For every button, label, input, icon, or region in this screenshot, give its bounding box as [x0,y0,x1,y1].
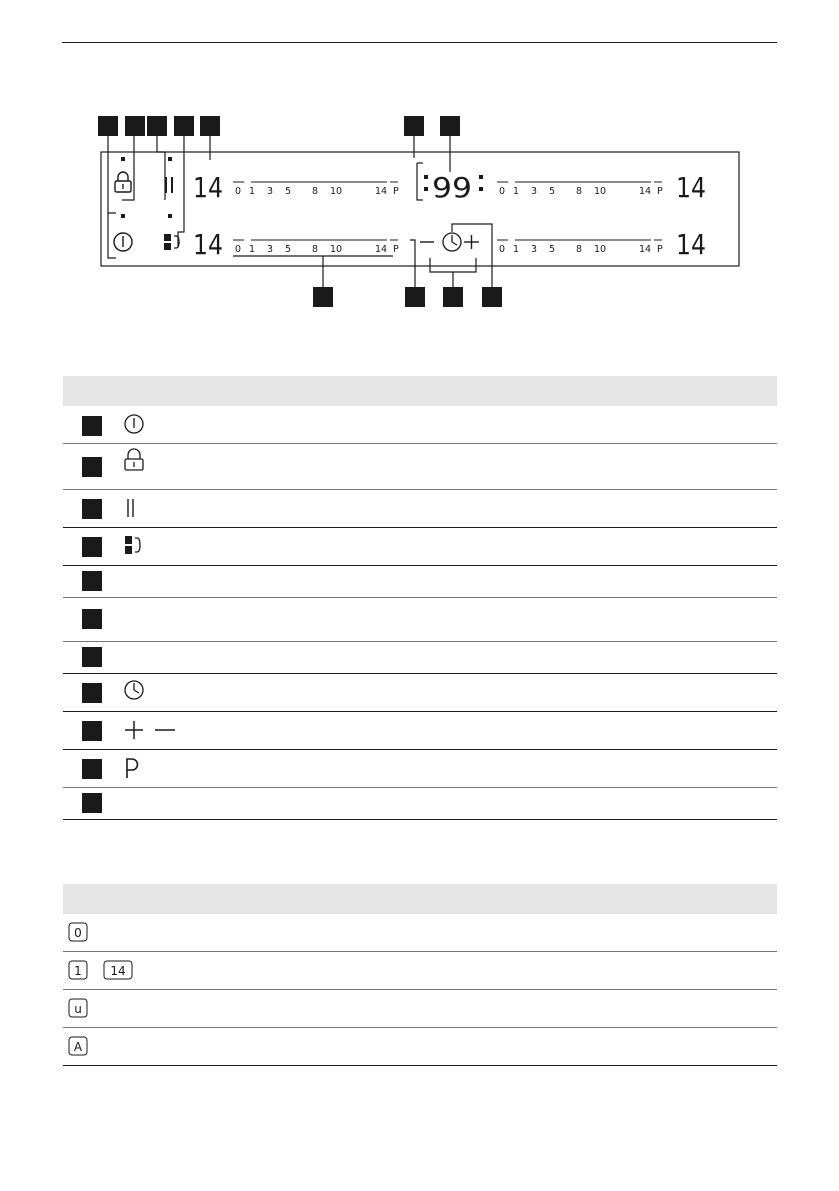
power-icon [123,413,147,437]
display-symbol-label: 14 [110,964,126,978]
slider-left-bottom[interactable] [233,240,399,255]
slider-scale-label: 1 [513,186,520,197]
table-row [63,914,777,952]
callout-markers-bottom [313,287,502,307]
display-symbol-a [68,1036,90,1058]
slider-scale-label: P [393,244,399,255]
control-table [63,376,777,820]
control-panel-diagram [0,0,839,320]
callout-marker [82,537,102,557]
table-row [63,406,777,444]
slider-scale-label: 14 [375,186,388,197]
slider-scale-label: 10 [594,186,607,197]
indicator-dots [121,157,172,218]
display-symbol-u [68,998,90,1020]
table-header [63,376,777,406]
callout-marker [404,116,424,136]
table-row [63,490,777,528]
slider-right-top[interactable] [497,182,663,197]
timer-icon [123,679,147,703]
table-row [63,598,777,642]
slider-scale-label: P [657,186,663,197]
display-symbol-label: 0 [74,926,82,940]
plus-icon[interactable] [464,235,479,249]
table-row [63,566,777,598]
display-symbol-label: A [73,1040,83,1054]
slider-scale-label: 8 [576,186,583,197]
slider-scale-label: 1 [249,244,256,255]
slider-scale-label: 8 [312,244,319,255]
slider-scale-label: 10 [330,244,343,255]
callout-marker [98,116,118,136]
callout-marker [82,647,102,667]
callout-marker [405,287,425,307]
table-row [63,444,777,490]
lock-icon[interactable] [115,172,131,192]
slider-scale-label: P [393,186,399,197]
table-row [63,990,777,1028]
table-row [63,952,777,990]
table-header [63,884,777,914]
slider-scale-label: P [657,244,663,255]
slider-scale-label: 5 [285,186,292,197]
callout-marker [482,287,502,307]
callout-marker [82,609,102,629]
slider-scale-label: 8 [312,186,319,197]
callout-marker [440,116,460,136]
boost-p-icon [123,756,141,780]
plus-icon [123,719,145,741]
display-symbol-label: 1 [74,964,82,978]
slider-scale-label: 0 [499,244,506,255]
pause-icon [123,496,139,520]
lock-icon [123,448,147,474]
callout-marker [125,116,145,136]
slider-scale-label: 14 [639,186,652,197]
slider-scale-label: 5 [549,186,556,197]
callout-marker [82,457,102,477]
table-row [63,1028,777,1066]
slider-scale-label: 5 [285,244,292,255]
callout-marker [313,287,333,307]
timer-digits: 99 [432,171,472,204]
callout-marker [200,116,220,136]
display-symbol-14 [103,960,135,982]
slider-scale-label: 3 [267,186,274,197]
timer-display [424,171,483,204]
slider-scale-label: 1 [513,244,520,255]
callout-marker [443,287,463,307]
callout-marker [82,499,102,519]
slider-scale-label: 1 [249,186,256,197]
slider-scale-label: 14 [639,244,652,255]
callout-marker [82,683,102,703]
timer-icon[interactable] [443,233,461,251]
leader-lines [108,136,492,287]
display-table [63,884,777,1066]
slider-scale-label: 3 [531,244,538,255]
table-row [63,788,777,820]
slider-scale-label: 0 [235,186,242,197]
heat-display-left-bottom: 14 [193,228,223,261]
callout-markers-top [98,116,460,136]
minus-icon [153,719,177,741]
callout-marker [82,721,102,741]
slider-scale-label: 0 [235,244,242,255]
callout-marker [82,759,102,779]
table-row [63,528,777,566]
callout-marker [147,116,167,136]
slider-scale-label: 14 [375,244,388,255]
table-row [63,674,777,712]
display-symbol-1 [68,960,90,982]
slider-right-bottom[interactable] [497,240,663,255]
heat-display-right-bottom: 14 [676,228,706,261]
heat-display-right-top: 14 [676,171,706,204]
power-icon[interactable] [114,233,132,251]
heat-display-left-top: 14 [193,171,223,204]
slider-scale-label: 10 [594,244,607,255]
table-row [63,750,777,788]
bridge-icon[interactable] [164,234,179,250]
table-row [63,712,777,750]
slider-scale-label: 5 [549,244,556,255]
slider-scale-label: 3 [267,244,274,255]
slider-scale-label: 8 [576,244,583,255]
callout-marker [82,571,102,591]
display-symbol-0 [68,922,90,944]
callout-marker [82,793,102,813]
slider-scale-label: 10 [330,186,343,197]
pause-icon[interactable] [166,177,172,193]
table-row [63,642,777,674]
bridge-icon [123,533,143,559]
slider-scale-label: 0 [499,186,506,197]
callout-marker [174,116,194,136]
slider-left-top[interactable] [233,182,399,197]
callout-marker [82,416,102,436]
display-symbol-label: u [74,1002,82,1016]
slider-scale-label: 3 [531,186,538,197]
